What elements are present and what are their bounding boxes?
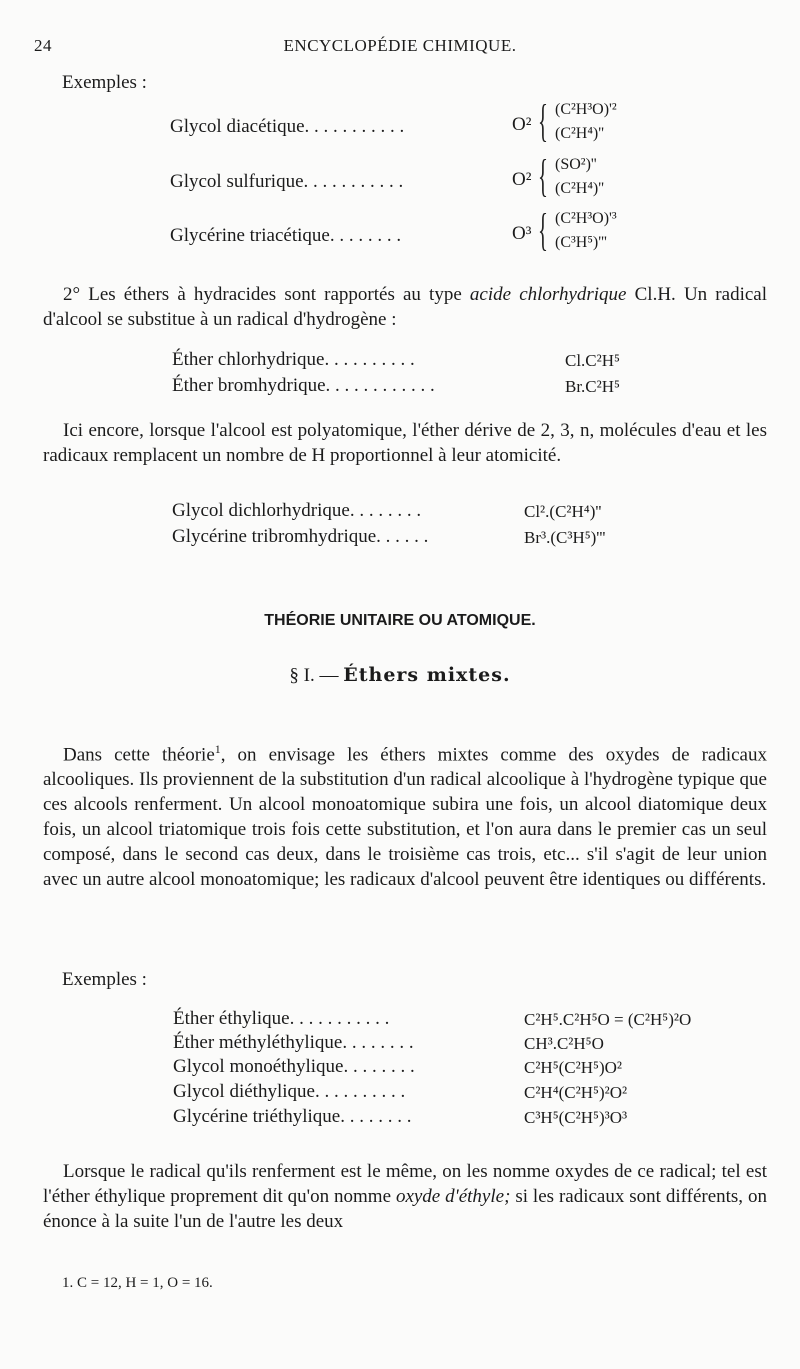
example-formula: C²H⁴(C²H⁵)²O² [524, 1083, 628, 1102]
formula-bottom: (C²H⁴)'' [555, 180, 605, 197]
italic-term: acide chlorhydrique [469, 284, 627, 305]
example-prefix: O² [512, 114, 532, 135]
example-label: Glycérine triacétique. . . . . . . . [170, 225, 402, 246]
example-prefix: O³ [512, 223, 532, 244]
running-title: ENCYCLOPÉDIE CHIMIQUE. [283, 36, 517, 55]
example-label: Glycérine triéthylique. . . . . . . . [173, 1106, 412, 1127]
footnote: 1. C = 12, H = 1, O = 16. [62, 1275, 213, 1291]
footnote-ref: 1 [214, 742, 221, 756]
list-item-formula: Br.C²H⁵ [565, 377, 620, 396]
brace: { [538, 95, 548, 146]
formula-bottom: (C³H⁵)''' [555, 234, 607, 251]
theory-heading: THÉORIE UNITAIRE OU ATOMIQUE. [264, 612, 536, 629]
list-item-formula: Cl².(C²H⁴)'' [524, 502, 602, 521]
example-formula: C²H⁵(C²H⁵)O² [524, 1058, 622, 1077]
example-formula: C³H⁵(C²H⁵)³O³ [524, 1108, 628, 1127]
paragraph-hydracides: 2° Les éthers à hydracides sont rapportés au type acide chlorhydrique Cl.H. Un radical d'alcool se substitue à un radical d'hydrogène : [43, 284, 767, 330]
examples-heading: Exemples : [62, 72, 147, 93]
brace: { [538, 150, 548, 201]
list-item-label: Éther bromhydrique. . . . . . . . . . . . [172, 375, 435, 396]
example-label: Glycol diacétique. . . . . . . . . . . [170, 116, 405, 137]
list-item-formula: Cl.C²H⁵ [565, 351, 620, 370]
example-formula: C²H⁵.C²H⁵O = (C²H⁵)²O [524, 1010, 692, 1029]
example-prefix: O² [512, 169, 532, 190]
example-formula: CH³.C²H⁵O [524, 1034, 604, 1053]
examples-heading: Exemples : [62, 969, 147, 990]
paragraph-polyatomique: Ici encore, lorsque l'alcool est polyatomique, l'éther dérive de 2, 3, n, molécules d'eau et les radicaux remplacent un nombre de H proportionnel à leur atomicité. [43, 420, 767, 466]
list-item-label: Éther chlorhydrique. . . . . . . . . . [172, 349, 415, 370]
formula-top: (C²H³O)'² [555, 101, 617, 118]
example-label: Éther éthylique. . . . . . . . . . . [173, 1008, 390, 1029]
brace: { [538, 204, 548, 255]
section-title: Éthers mixtes. [343, 664, 511, 686]
formula-top: (C²H³O)'³ [555, 210, 617, 227]
example-label: Éther méthyléthylique. . . . . . . . [173, 1032, 414, 1053]
list-item-label: Glycérine tribromhydrique. . . . . . [172, 526, 429, 547]
section-mark: § I. — [289, 665, 339, 686]
paragraph-lorsque: Lorsque le radical qu'ils renferment est le même, on les nomme oxydes de ce radical; tel est l'éther éthylique proprement dit qu'on nomme oxyde d'éthyle; si les radicaux sont différents, on énonce à la suite l'un de l'autre les deux [43, 1161, 767, 1232]
list-item-label: Glycol dichlorhydrique. . . . . . . . [172, 500, 422, 521]
list-item-formula: Br³.(C³H⁵)''' [524, 528, 606, 547]
example-label: Glycol monoéthylique. . . . . . . . [173, 1056, 415, 1077]
example-label: Glycol diéthylique. . . . . . . . . . [173, 1081, 406, 1102]
italic-term: oxyde d'éthyle; [395, 1186, 511, 1207]
formula-top: (SO²)'' [555, 156, 597, 173]
paragraph-theorie: Dans cette théorie$^1$, on envisage les éthers mixtes comme des oxydes de radicaux alcooliques. Ils proviennent de la substitution d'un radical alcoolique à l'hydrogène typique que ces alcools renferment. Un alcool monoatomique subira une fois, un alcool diatomique deux fois, un alcool triatomique trois fois cette substitution, et l'on aura dans le premier cas un seul composé, dans le second cas deux, dans le troisième cas trois, etc... s'il s'agit de leur union avec un autre alcool monoatomique; les radicaux d'alcool peuvent être identiques ou différents. [43, 742, 767, 891]
section-heading [0, 664, 800, 687]
example-label: Glycol sulfurique. . . . . . . . . . . [170, 171, 404, 192]
formula-bottom: (C²H⁴)'' [555, 125, 605, 142]
page-number: 24 [34, 36, 52, 55]
